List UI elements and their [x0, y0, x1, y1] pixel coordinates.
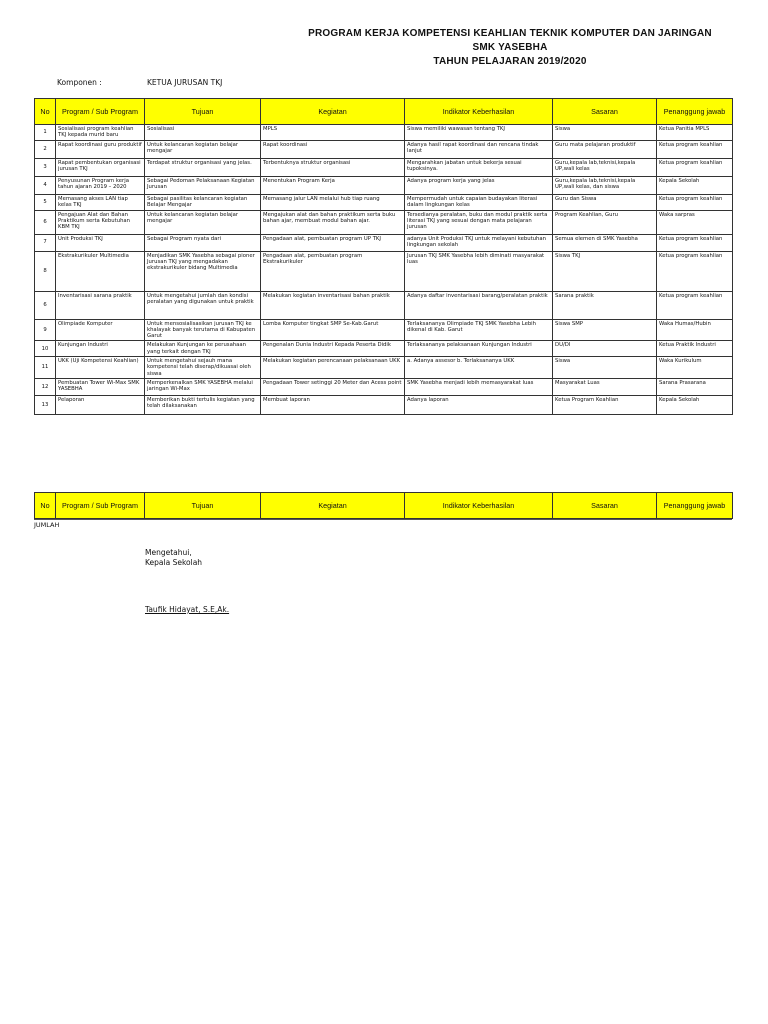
cell-penanggung-jawab: Ketua program keahlian — [657, 194, 733, 210]
table-row — [35, 140, 733, 158]
komponen-value: KETUA JURUSAN TKJ — [147, 78, 223, 87]
cell-sasaran: Siswa SMP — [553, 319, 657, 341]
cell-program: UKK (Uji Kompetensi Keahlian) — [56, 357, 145, 379]
cell-tujuan: Sebagai Pedoman Pelaksanaan Kegiatan Jurusan — [145, 176, 261, 194]
cell-kegiatan: Melakukan kegiatan perencanaan pelaksanaan UKK — [261, 357, 405, 379]
cell-penanggung-jawab: Sarana Prasarana — [657, 378, 733, 395]
cell-kegiatan: Pengadaan alat, pembuatan program UP TKJ — [261, 234, 405, 251]
header-sasaran: Sasaran — [553, 493, 657, 519]
cell-kegiatan: Pengenalan Dunia Industri Kepada Peserta Didik — [261, 341, 405, 357]
cell-program: Olimpiade Komputer — [56, 319, 145, 341]
cell-no: 12 — [35, 378, 56, 395]
cell-tujuan: Sebagai pasilitas kelancaran kegiatan Belajar Mengajar — [145, 194, 261, 210]
cell-sasaran: Guru,kepala lab,teknisi,kepala UP,wali kelas — [553, 158, 657, 176]
cell-indikator: Adanya laporan — [405, 395, 553, 414]
cell-no: 7 — [35, 234, 56, 251]
table-row — [35, 176, 733, 194]
cell-tujuan: Untuk kelancaran kegiatan belajar mengajar — [145, 140, 261, 158]
cell-penanggung-jawab: Ketua program keahlian — [657, 158, 733, 176]
cell-sasaran: Guru mata pelajaran produktif — [553, 140, 657, 158]
signature-greeting: Mengetahui, — [145, 548, 192, 557]
cell-sasaran: Guru,kepala lab,teknisi,kepala UP,wali kelas, dan siswa — [553, 176, 657, 194]
summary-table — [34, 492, 733, 519]
signature-role: Kepala Sekolah — [145, 558, 203, 567]
cell-no: 11 — [35, 357, 56, 379]
table-header-row — [35, 99, 733, 125]
cell-tujuan: Memberikan bukti tertulis kegiatan yang telah dilaksanakan — [145, 395, 261, 414]
cell-program: Inventarisasi sarana praktik — [56, 291, 145, 319]
table-row — [35, 158, 733, 176]
cell-kegiatan: Pengadaan Tower setinggi 20 Meter dan Acess point — [261, 378, 405, 395]
cell-indikator: Adanya hasil rapat koordinasi dan rencana tindak lanjut — [405, 140, 553, 158]
table-row — [35, 357, 733, 379]
cell-program: Kunjungan Industri — [56, 341, 145, 357]
header-tujuan: Tujuan — [145, 493, 261, 519]
cell-sasaran: Siswa — [553, 125, 657, 141]
cell-kegiatan: Menentukan Program Kerja — [261, 176, 405, 194]
cell-tujuan: Sosialisasi — [145, 125, 261, 141]
cell-sasaran: Program Keahlian, Guru — [553, 210, 657, 234]
header-kegiatan: Kegiatan — [261, 99, 405, 125]
cell-kegiatan: Memasang jalur LAN melalui hub tiap ruang — [261, 194, 405, 210]
komponen-row — [57, 78, 223, 87]
cell-program: Rapat koordinasi guru produktif — [56, 140, 145, 158]
cell-no: 3 — [35, 158, 56, 176]
cell-tujuan: Untuk kelancaran kegiatan belajar mengajar — [145, 210, 261, 234]
cell-indikator: adanya Unit Produksi TKJ untuk melayani kebutuhan lingkungan sekolah — [405, 234, 553, 251]
cell-indikator: Siswa memiliki wawasan tentang TKJ — [405, 125, 553, 141]
header-kegiatan: Kegiatan — [261, 493, 405, 519]
header-penanggung-jawab: Penanggung jawab — [657, 99, 733, 125]
summary-header-row — [35, 493, 733, 519]
cell-kegiatan: Pengadaan alat, pembuatan program Ekstrakurikuler — [261, 251, 405, 291]
table-row — [35, 251, 733, 291]
signatory-name: Taufik Hidayat, S.E,Ak. — [145, 605, 230, 614]
header-program: Program / Sub Program — [56, 99, 145, 125]
cell-tujuan: Untuk mengetahui sejauh mana kompetensi telah diserap/dikuasai oleh siswa — [145, 357, 261, 379]
header-indikator: Indikator Keberhasilan — [405, 493, 553, 519]
cell-program: Pelaporan — [56, 395, 145, 414]
cell-penanggung-jawab: Waka Kurikulum — [657, 357, 733, 379]
cell-penanggung-jawab: Kepala Sekolah — [657, 395, 733, 414]
cell-no: 9 — [35, 319, 56, 341]
header-program: Program / Sub Program — [56, 493, 145, 519]
table-row — [35, 319, 733, 341]
cell-indikator: Jurusan TKJ SMK Yasebha lebih diminati masyarakat luas — [405, 251, 553, 291]
cell-indikator: Adanya daftar inventarisasi barang/peralatan praktik — [405, 291, 553, 319]
header-no: No — [35, 99, 56, 125]
header-tujuan: Tujuan — [145, 99, 261, 125]
cell-program: Memasang akses LAN tiap kelas TKJ — [56, 194, 145, 210]
cell-kegiatan: Terbentuknya struktur organisasi — [261, 158, 405, 176]
cell-indikator: a. Adanya assesor b. Terlaksananya UKK — [405, 357, 553, 379]
cell-penanggung-jawab: Ketua Praktik Industri — [657, 341, 733, 357]
cell-penanggung-jawab: Kepala Sekolah — [657, 176, 733, 194]
cell-indikator: SMK Yasebha menjadi lebih memasyarakat luas — [405, 378, 553, 395]
cell-tujuan: Memperkenalkan SMK YASEBHA melalui jaringan Wi-Max — [145, 378, 261, 395]
cell-penanggung-jawab: Waka Humas/Hubin — [657, 319, 733, 341]
cell-no: 13 — [35, 395, 56, 414]
cell-penanggung-jawab: Ketua program keahlian — [657, 251, 733, 291]
cell-sasaran: Masyarakat Luas — [553, 378, 657, 395]
cell-no: 8 — [35, 251, 56, 291]
cell-kegiatan: Melakukan kegiatan inventarisasi bahan praktik — [261, 291, 405, 319]
cell-indikator: Adanya program kerja yang jelas — [405, 176, 553, 194]
komponen-label: Komponen : — [57, 78, 102, 87]
table-row — [35, 234, 733, 251]
cell-program: Rapat pembentukan organisasi jurusan TKJ — [56, 158, 145, 176]
cell-program: Pengajuan Alat dan Bahan Praktikum serta Kebutuhan KBM TKJ — [56, 210, 145, 234]
cell-penanggung-jawab: Ketua Panitia MPLS — [657, 125, 733, 141]
cell-kegiatan: Rapat koordinasi — [261, 140, 405, 158]
header-sasaran: Sasaran — [553, 99, 657, 125]
header-penanggung-jawab: Penanggung jawab — [657, 493, 733, 519]
cell-no: 2 — [35, 140, 56, 158]
cell-no: 6 — [35, 210, 56, 234]
cell-sasaran: Siswa — [553, 357, 657, 379]
table-row — [35, 194, 733, 210]
cell-indikator: Terlaksananya pelaksanaan Kunjungan Industri — [405, 341, 553, 357]
cell-no: 6 — [35, 291, 56, 319]
cell-kegiatan: Mengajukan alat dan bahan praktikum serta buku bahan ajar, membuat modul bahan ajar. — [261, 210, 405, 234]
cell-penanggung-jawab: Ketua program keahlian — [657, 140, 733, 158]
header-no: No — [35, 493, 56, 519]
cell-sasaran: Semua elemen di SMK Yasebha — [553, 234, 657, 251]
table-row — [35, 291, 733, 319]
program-table — [34, 98, 733, 415]
title-line-3: TAHUN PELAJARAN 2019/2020 — [433, 56, 587, 67]
table-row — [35, 395, 733, 414]
cell-indikator: Tersedianya peralatan, buku dan modul praktik serta literasi TKJ yang sesuai dengan mata pelajaran jurusan — [405, 210, 553, 234]
cell-program: Unit Produksi TKJ — [56, 234, 145, 251]
cell-program: Penyusunan Program kerja tahun ajaran 2019 – 2020 — [56, 176, 145, 194]
cell-sasaran: Siswa TKJ — [553, 251, 657, 291]
cell-no: 5 — [35, 194, 56, 210]
jumlah-label: JUMLAH — [34, 519, 732, 529]
cell-indikator: Mempermudah untuk capaian budayakan literasi dalam lingkungan kelas — [405, 194, 553, 210]
table-row — [35, 125, 733, 141]
cell-tujuan: Untuk mensosialisasikan jurusan TKJ ke khalayak banyak terutama di Kabupaten Garut — [145, 319, 261, 341]
cell-tujuan: Sebagai Program nyata dari — [145, 234, 261, 251]
cell-tujuan: Melakukan Kunjungan ke perusahaan yang terkait dengan TKJ — [145, 341, 261, 357]
cell-no: 10 — [35, 341, 56, 357]
cell-penanggung-jawab: Ketua program keahlian — [657, 291, 733, 319]
cell-no: 4 — [35, 176, 56, 194]
cell-program: Sosialisasi program keahlian TKJ kepada murid baru — [56, 125, 145, 141]
table-row — [35, 378, 733, 395]
title-line-1: PROGRAM KERJA KOMPETENSI KEAHLIAN TEKNIK KOMPUTER DAN JARINGAN — [308, 28, 712, 39]
document-title — [250, 27, 768, 69]
cell-kegiatan: Membuat laporan — [261, 395, 405, 414]
table-row — [35, 341, 733, 357]
cell-tujuan: Untuk mengetahui jumlah dan kondisi peralatan yang digunakan untuk praktik — [145, 291, 261, 319]
cell-program: Pembuatan Tower Wi-Max SMK YASEBHA — [56, 378, 145, 395]
cell-program: Ekstrakurikuler Multimedia — [56, 251, 145, 291]
title-line-2: SMK YASEBHA — [472, 42, 548, 53]
cell-penanggung-jawab: Waka sarpras — [657, 210, 733, 234]
cell-tujuan: Terdapat struktur organisasi yang jelas. — [145, 158, 261, 176]
cell-sasaran: Guru dan Siswa — [553, 194, 657, 210]
cell-sasaran: Ketua Program Keahlian — [553, 395, 657, 414]
cell-penanggung-jawab: Ketua program keahlian — [657, 234, 733, 251]
cell-kegiatan: Lomba Komputer tingkat SMP Se-Kab.Garut — [261, 319, 405, 341]
cell-indikator: Mengarahkan jabatan untuk bekerja sesuai tupoksinya. — [405, 158, 553, 176]
cell-sasaran: DU/DI — [553, 341, 657, 357]
cell-no: 1 — [35, 125, 56, 141]
cell-kegiatan: MPLS — [261, 125, 405, 141]
cell-indikator: Terlaksananya Olimpiade TKJ SMK Yasebha Lebih dikenal di Kab. Garut — [405, 319, 553, 341]
table-row — [35, 210, 733, 234]
cell-sasaran: Sarana praktik — [553, 291, 657, 319]
header-indikator: Indikator Keberhasilan — [405, 99, 553, 125]
cell-tujuan: Menjadikan SMK Yasebha sebagai pioner Jurusan TKJ yang mengadakan ekstrakurikuler bidang Multimedia — [145, 251, 261, 291]
